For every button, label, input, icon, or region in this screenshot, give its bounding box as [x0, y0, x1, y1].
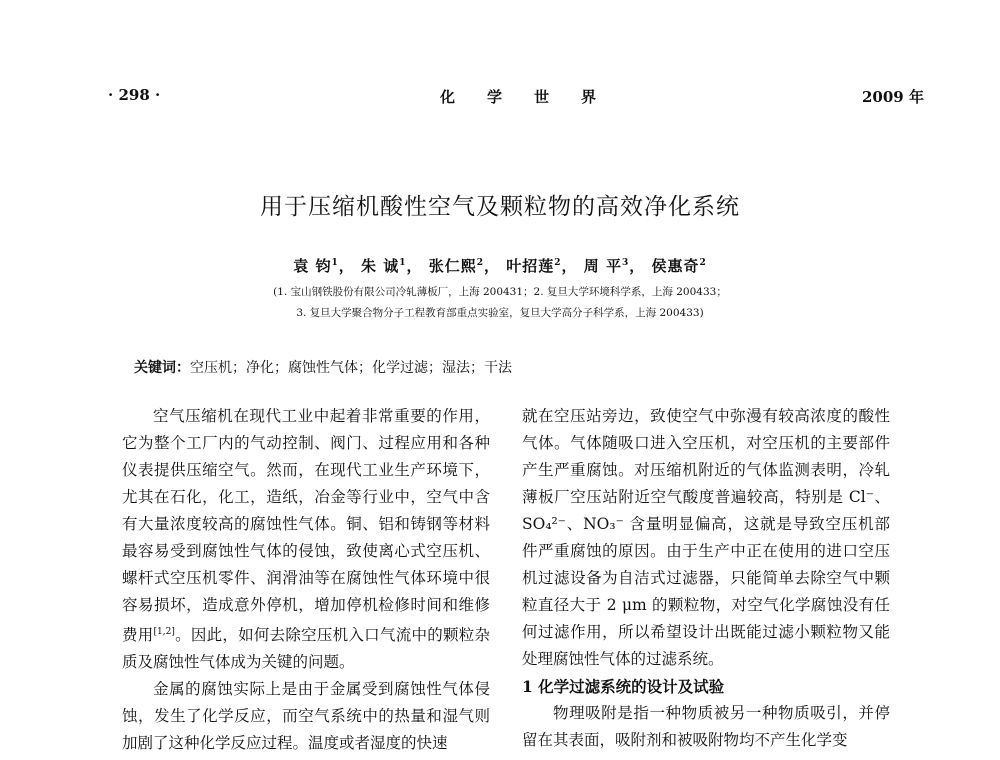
keywords-label: 关键词：	[134, 360, 190, 376]
author-list: 袁 钧$^1$， 朱 诚$^1$， 张仁熙$^2$， 叶招莲$^2$， 周 平$^3$， 侯惠奇$^2$	[293, 257, 707, 275]
author-name: 叶招莲	[506, 257, 555, 275]
paragraph-text: 。因此，如何去除空压机入口气流中的颗粒杂质及腐蚀性气体成为关键的问题。	[122, 626, 490, 672]
author-name: 张仁熙	[428, 257, 477, 275]
affiliation-line-2: 3. 复旦大学聚合物分子工程教育部重点实验室，复旦大学高分子科学系，上海 200433)	[296, 307, 704, 319]
author-affiliation-mark: 2	[699, 258, 707, 268]
author-affiliation-mark: 1	[399, 258, 407, 268]
author-affiliation-mark: 1	[331, 258, 339, 268]
body-paragraph: 物理吸附是指一种物质被另一种物质吸引，并停留在其表面，吸附剂和被吸附物均不产生化学变	[522, 704, 890, 749]
keywords-text: 空压机；净化；腐蚀性气体；化学过滤；湿法；干法	[190, 360, 512, 376]
author-affiliation-mark: 2	[476, 258, 484, 268]
section-heading: 1 化学过滤系统的设计及试验	[522, 677, 725, 696]
left-column	[122, 403, 490, 757]
author-name: 袁 钧	[293, 257, 332, 275]
author-affiliation-mark: 3	[621, 258, 630, 268]
article-title: 用于压缩机酸性空气及颗粒物的高效净化系统	[260, 194, 740, 220]
affiliation-line-1: (1. 宝山钢铁股份有限公司冷轧薄板厂，上海 200431；2. 复旦大学环境科学系，上海 200433；	[273, 286, 727, 298]
author-name: 周 平	[583, 257, 622, 275]
keywords	[134, 357, 512, 377]
body-paragraph	[122, 403, 490, 676]
author-name: 朱 诚	[360, 257, 400, 275]
right-column	[522, 403, 890, 754]
author-name: 侯惠奇	[651, 257, 700, 275]
paragraph-text: 空气压缩机在现代工业中起着非常重要的作用，它为整个工厂内的气动控制、阀门、过程应用和各种仪表提供压缩空气。然而，在现代工业生产环境下，尤其在石化，化工，造纸，冶金等行业中，空气中含有大量浓度较高的腐蚀性气体。铜、铝和铸钢等材料最容易受到腐蚀性气体的侵蚀，致使离心式空压机、螺杆式空压机零件、润滑油等在腐蚀性气体环境中很容易损坏，造成意外停机，增加停机检修时间和维修费用	[122, 407, 490, 645]
body-paragraph: 就在空压站旁边，致使空气中弥漫有较高浓度的酸性气体。气体随吸口进入空压机，对空压机的主要部件产生严重腐蚀。对压缩机附近的气体监测表明，冷轧薄板厂空压站附近空气酸度普遍较高，特别是 Cl⁻、SO₄²⁻、NO₃⁻ 含量明显偏高，这就是导致空压机部件严重腐蚀的原因。由于生产中正在使用的进口空压机过滤设备为自洁式过滤器，只能简单去除空气中颗粒直径大于 2 μm 的颗粒物，对空气化学腐蚀没有任何过滤作用，所以希望设计出既能过滤小颗粒物又能处理腐蚀性气体的过滤系统。	[522, 407, 890, 668]
author-affiliation-mark: 2	[554, 258, 562, 268]
citation-ref: [1,2]	[153, 627, 175, 637]
page-number: · 298 ·	[108, 86, 161, 104]
publication-year: 2009 年	[862, 88, 924, 106]
journal-name: 化学世界	[440, 88, 629, 106]
body-paragraph: 金属的腐蚀实际上是由于金属受到腐蚀性气体侵蚀，发生了化学反应，而空气系统中的热量和湿气则加剧了这种化学反应过程。温度或者湿度的快速	[122, 680, 490, 753]
